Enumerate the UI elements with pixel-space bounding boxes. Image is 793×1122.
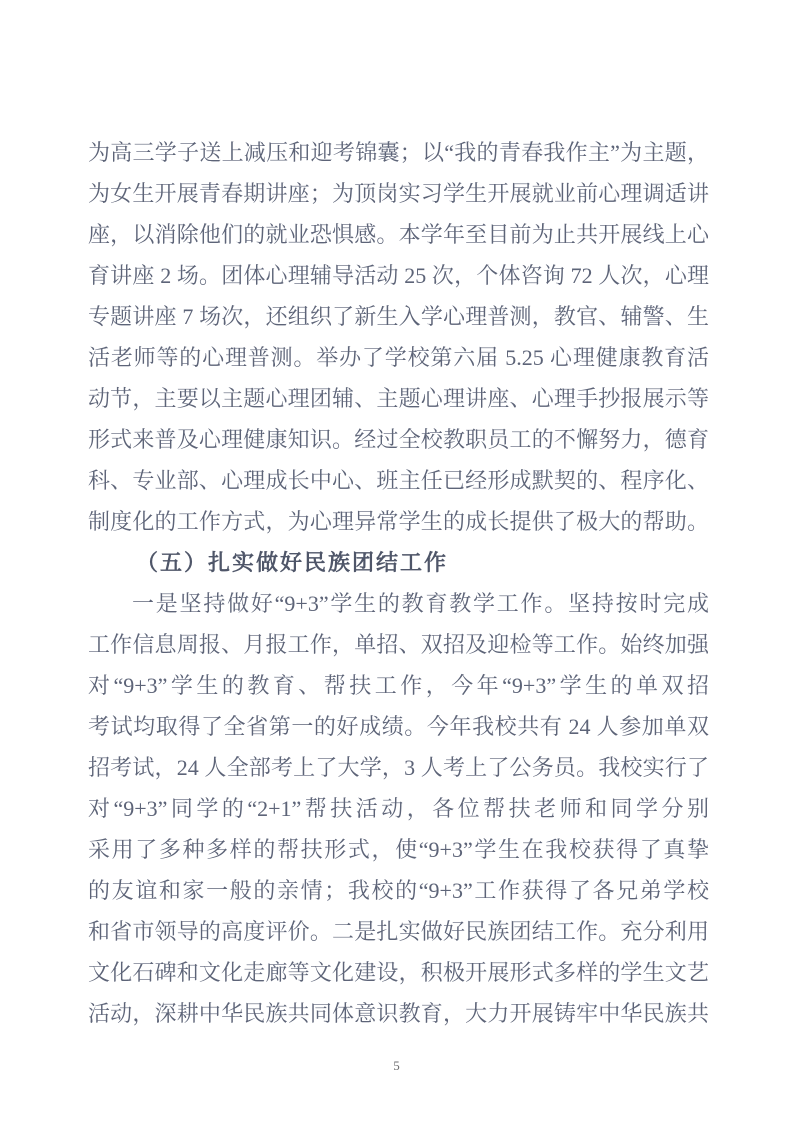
body-text-line: 制度化的工作方式，为心理异常学生的成长提供了极大的帮助。 — [88, 509, 709, 534]
body-text-line: 对“9+3”同学的“2+1”帮扶活动，各位帮扶老师和同学分别 — [88, 796, 709, 821]
section-heading: （五）扎实做好民族团结工作 — [136, 550, 449, 575]
body-text-line: 为高三学子送上减压和迎考锦囊；以“我的青春我作主”为主题， — [88, 140, 709, 165]
body-text-line: 专题讲座 7 场次，还组织了新生入学心理普测，教官、辅警、生 — [88, 304, 709, 329]
body-text-line: 的友谊和家一般的亲情；我校的“9+3”工作获得了各兄弟学校 — [88, 878, 709, 903]
body-text-line: 动节，主要以主题心理团辅、主题心理讲座、心理手抄报展示等 — [88, 386, 709, 411]
body-text-line: 科、专业部、心理成长中心、班主任已经形成默契的、程序化、 — [88, 468, 709, 493]
body-text-line: 考试均取得了全省第一的好成绩。今年我校共有 24 人参加单双 — [88, 714, 709, 739]
body-text-line: 为女生开展青春期讲座；为顶岗实习学生开展就业前心理调适讲 — [88, 181, 709, 206]
body-text-line: 一是坚持做好“9+3”学生的教育教学工作。坚持按时完成 — [132, 591, 709, 616]
body-text-line: 对“9+3”学生的教育、帮扶工作，今年“9+3”学生的单双招 — [88, 673, 709, 698]
body-text-line: 活动，深耕中华民族共同体意识教育，大力开展铸牢中华民族共 — [88, 1001, 709, 1026]
body-text-line: 座，以消除他们的就业恐惧感。本学年至目前为止共开展线上心 — [88, 222, 709, 247]
body-text-line: 文化石碑和文化走廊等文化建设，积极开展形式多样的学生文艺 — [88, 960, 709, 985]
page-number: 5 — [393, 1058, 400, 1073]
body-text-line: 工作信息周报、月报工作，单招、双招及迎检等工作。始终加强 — [88, 632, 709, 657]
body-text-line: 采用了多种多样的帮扶形式，使“9+3”学生在我校获得了真挚 — [88, 837, 709, 862]
body-text-line: 和省市领导的高度评价。二是扎实做好民族团结工作。充分利用 — [88, 919, 709, 944]
body-text-line: 形式来普及心理健康知识。经过全校教职员工的不懈努力，德育 — [88, 427, 709, 452]
body-text-line: 活老师等的心理普测。举办了学校第六届 5.25 心理健康教育活 — [88, 345, 709, 370]
body-text-line: 招考试，24 人全部考上了大学，3 人考上了公务员。我校实行了 — [88, 755, 709, 780]
body-text-line: 育讲座 2 场。团体心理辅导活动 25 次，个体咨询 72 人次，心理 — [88, 263, 709, 288]
body-text-block — [88, 132, 709, 1034]
